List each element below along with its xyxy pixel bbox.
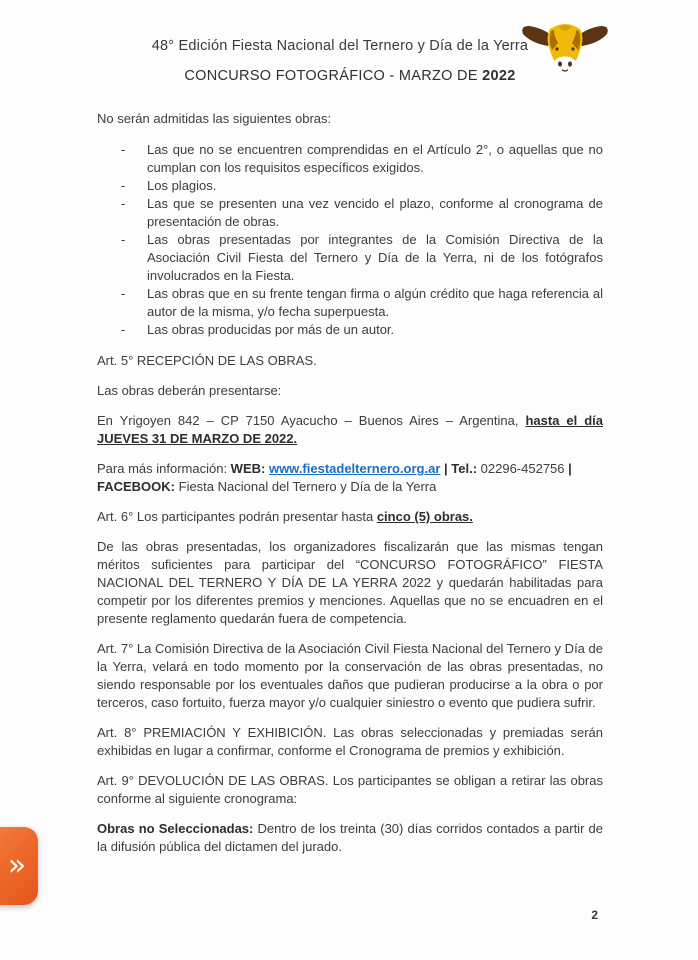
- contest-title-text: CONCURSO FOTOGRÁFICO - MARZO DE: [184, 68, 483, 84]
- calf-head-logo-icon: [519, 22, 611, 76]
- obras-no-seleccionadas-paragraph: [97, 820, 603, 856]
- list-item-text: Las que no se encuentren comprendidas en el Artículo 2°, o aquellas que no cumplan con los requisitos específicos exigidos.: [147, 142, 603, 175]
- list-item-text: Las obras que en su frente tengan firma o algún crédito que haga referencia al autor de la misma, y/o fecha superpuesta.: [147, 286, 603, 319]
- list-item-text: Las obras presentadas por integrantes de la Comisión Directiva de la Asociación Civil Fiesta del Ternero y Día de la Yerra, ni de los fotógrafos involucrados en la Fiesta.: [147, 232, 603, 283]
- edition-title: 48° Edición Fiesta Nacional del Ternero y Día de la Yerra: [151, 38, 529, 54]
- document-header: [97, 38, 603, 84]
- bullet-dash: -: [121, 196, 126, 211]
- bullet-dash: -: [121, 322, 126, 337]
- next-page-fab-button[interactable]: [0, 827, 38, 905]
- list-item: [121, 141, 603, 177]
- article-7-paragraph: Art. 7° La Comisión Directiva de la Asociación Civil Fiesta Nacional del Ternero y Día de la Yerra, velará en todo momento por la conservación de las obras presentadas, no siendo responsable por los eventuales daños que pudieran producirse a la obra o por terceros, caso fortuito, fuerza mayor y/o cualquier siniestro o evento que pudiera sufrir.: [97, 641, 603, 710]
- info-prefix: Para más información:: [97, 461, 231, 476]
- list-item-text: Los plagios.: [147, 178, 217, 193]
- tel-label: Tel.:: [451, 461, 481, 476]
- list-item: [121, 195, 603, 231]
- list-item-text: Las obras producidas por más de un autor.: [147, 322, 395, 337]
- document-body: [97, 110, 603, 856]
- list-item: [121, 231, 603, 285]
- obras-no-seleccionadas-text: Dentro de los treinta (30) días corridos contados a partir de la difusión pública del dictamen del jurado.: [97, 821, 603, 854]
- article-6-text: Art. 6° Los participantes podrán presentar hasta: [97, 509, 377, 524]
- fiscalizacion-paragraph: De las obras presentadas, los organizadores fiscalizarán que las mismas tengan méritos suficientes para participar del “CONCURSO FOTOGRÁFICO” FIESTA NACIONAL DEL TERNERO Y DÍA DE LA YERRA 2022 y quedarán habilitadas para competir por los diferentes premios y menciones. Aquellas que no se encuadren en el presente reglamento quedarán fuera de competencia.: [97, 539, 603, 626]
- website-link[interactable]: www.fiestadelternero.org.ar: [268, 461, 441, 476]
- list-item: [121, 321, 603, 339]
- tel-value: 02296-452756: [480, 461, 565, 476]
- page-number: 2: [591, 908, 598, 922]
- contest-title-year: 2022: [482, 68, 516, 84]
- article-5-heading: Art. 5° RECEPCIÓN DE LAS OBRAS.: [97, 353, 317, 368]
- obras-no-seleccionadas-label: Obras no Seleccionadas:: [97, 821, 254, 836]
- deadline-text: hasta el día JUEVES 31 DE MARZO DE 2022.: [97, 413, 604, 446]
- list-item-text: Las que se presenten una vez vencido el plazo, conforme al cronograma de presentación de obras.: [147, 196, 603, 229]
- excluded-works-list: [97, 141, 603, 339]
- intro-paragraph: No serán admitidas las siguientes obras:: [97, 111, 332, 126]
- facebook-label: FACEBOOK:: [97, 479, 179, 494]
- double-chevron-right-icon: »: [7, 848, 27, 883]
- bullet-dash: -: [121, 178, 126, 193]
- contact-info-paragraph: [97, 460, 603, 496]
- address-text: En Yrigoyen 842 – CP 7150 Ayacucho – Buenos Aires – Argentina,: [97, 413, 526, 428]
- web-label: WEB:: [230, 461, 269, 476]
- presentation-intro: Las obras deberán presentarse:: [97, 383, 282, 398]
- separator: |: [440, 461, 452, 476]
- article-6-limit: cinco (5) obras.: [376, 509, 473, 524]
- address-paragraph: [97, 412, 603, 448]
- article-9-paragraph: Art. 9° DEVOLUCIÓN DE LAS OBRAS. Los participantes se obligan a retirar las obras conforme al siguiente cronograma:: [97, 773, 603, 806]
- list-item: [121, 177, 603, 195]
- bullet-dash: -: [121, 286, 126, 301]
- bullet-dash: -: [121, 142, 126, 157]
- separator: |: [564, 461, 572, 476]
- article-8-paragraph: Art. 8° PREMIACIÓN Y EXHIBICIÓN. Las obras seleccionadas y premiadas serán exhibidas en lugar a confirmar, conforme el Cronograma de premios y exhibición.: [97, 725, 603, 758]
- list-item: [121, 285, 603, 321]
- article-6-paragraph: [97, 508, 603, 526]
- facebook-value: Fiesta Nacional del Ternero y Día de la Yerra: [178, 479, 437, 494]
- bullet-dash: -: [121, 232, 126, 247]
